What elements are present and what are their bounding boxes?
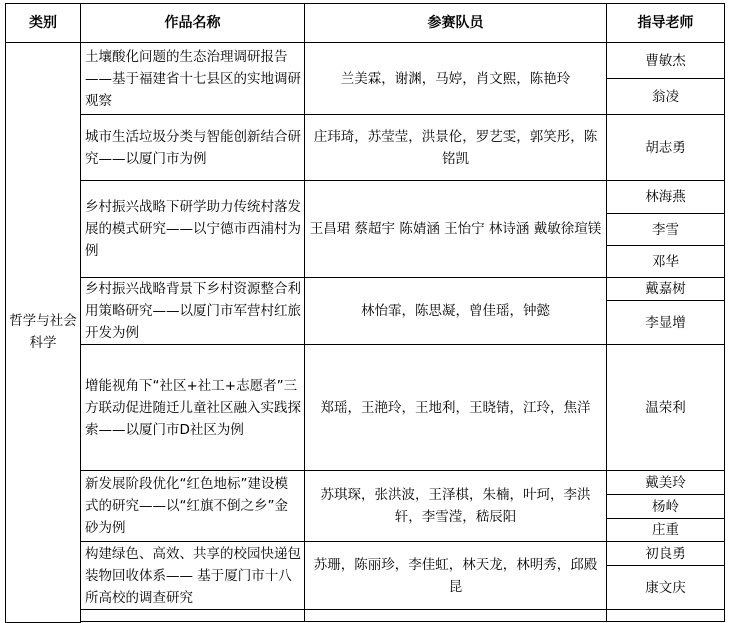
table-row: [6, 181, 725, 214]
team-cell: 兰美霖，谢渊，马婷，肖文熙，陈艳玲: [305, 43, 607, 115]
title-cell: [81, 610, 305, 622]
advisor-cell: 曹敏杰: [607, 43, 725, 79]
title-cell: 城市生活垃圾分类与智能创新结合研究——以厦门市为例: [81, 115, 305, 181]
title-cell: 新发展阶段优化“红色地标”建设模式的研究——以“红旗不倒之乡”金砂为例: [81, 471, 305, 542]
team-cell: 庄玮琦，苏莹莹，洪景伦，罗艺雯，郭笑彤，陈铭凯: [305, 115, 607, 181]
table-row: [6, 345, 725, 471]
header-team: 参赛队员: [305, 4, 607, 43]
table-row: [6, 622, 725, 623]
advisor-cell: 林海燕: [607, 181, 725, 214]
advisor-cell: 庄重: [607, 519, 725, 542]
advisor-cell: 李雪: [607, 214, 725, 246]
table-row: [6, 610, 725, 622]
advisor-cell: 戴嘉树: [607, 278, 725, 301]
advisor-cell: 邓华: [607, 246, 725, 278]
team-cell: [305, 610, 607, 622]
advisor-cell: 戴美玲: [607, 471, 725, 495]
team-cell: 苏珊，陈丽珍，李佳虹，林天龙，林明秀，邱殿昆: [305, 542, 607, 610]
header-advisor: 指导老师: [607, 4, 725, 43]
title-cell: 乡村振兴战略背景下乡村资源整合利用策略研究——以厦门市军营村红旅开发为例: [81, 278, 305, 345]
team-cell: 林怡霏，陈思凝，曾佳瑶，钟懿: [305, 278, 607, 345]
spacer-cell: [81, 622, 725, 623]
title-cell: 乡村振兴战略下研学助力传统村落发展的模式研究——以宁德市西浦村为例: [81, 181, 305, 278]
team-cell: 郑瑶，王滟玲，王地利，王晓锖，江玲，焦洋: [305, 345, 607, 471]
awards-table: [5, 3, 725, 623]
table-row: [6, 278, 725, 301]
team-cell: 苏琪琛，张洪波，王泽棋，朱楠，叶珂，李洪轩，李雪滢，嵇辰阳: [305, 471, 607, 542]
header-row: [6, 4, 725, 43]
header-title: 作品名称: [81, 4, 305, 43]
title-cell: 构建绿色、高效、共享的校园快递包装物回收体系—— 基于厦门市十八所高校的调查研究: [81, 542, 305, 610]
advisor-cell: [607, 610, 725, 622]
title-cell: 增能视角下“社区+社工+志愿者”三方联动促进随迁儿童社区融入实践探索——以厦门市D社区为例: [81, 345, 305, 471]
table-row: [6, 115, 725, 181]
header-category: 类别: [6, 4, 81, 43]
table-row: [6, 43, 725, 79]
advisor-cell: 初良勇: [607, 542, 725, 566]
table-row: [6, 542, 725, 566]
advisor-cell: 胡志勇: [607, 115, 725, 181]
team-cell: 王昌珺 蔡超宇 陈婧涵 王怡宁 林诗涵 戴敏徐瑄镁: [305, 181, 607, 278]
table-row: [6, 471, 725, 495]
category-cell: 哲学与社会科学: [6, 43, 81, 623]
advisor-cell: 翁凌: [607, 79, 725, 115]
advisor-cell: 杨岭: [607, 495, 725, 519]
title-cell: 土壤酸化问题的生态治理调研报告——基于福建省十七县区的实地调研观察: [81, 43, 305, 115]
advisor-cell: 温荣利: [607, 345, 725, 471]
advisor-cell: 李显增: [607, 301, 725, 345]
advisor-cell: 康文庆: [607, 566, 725, 610]
